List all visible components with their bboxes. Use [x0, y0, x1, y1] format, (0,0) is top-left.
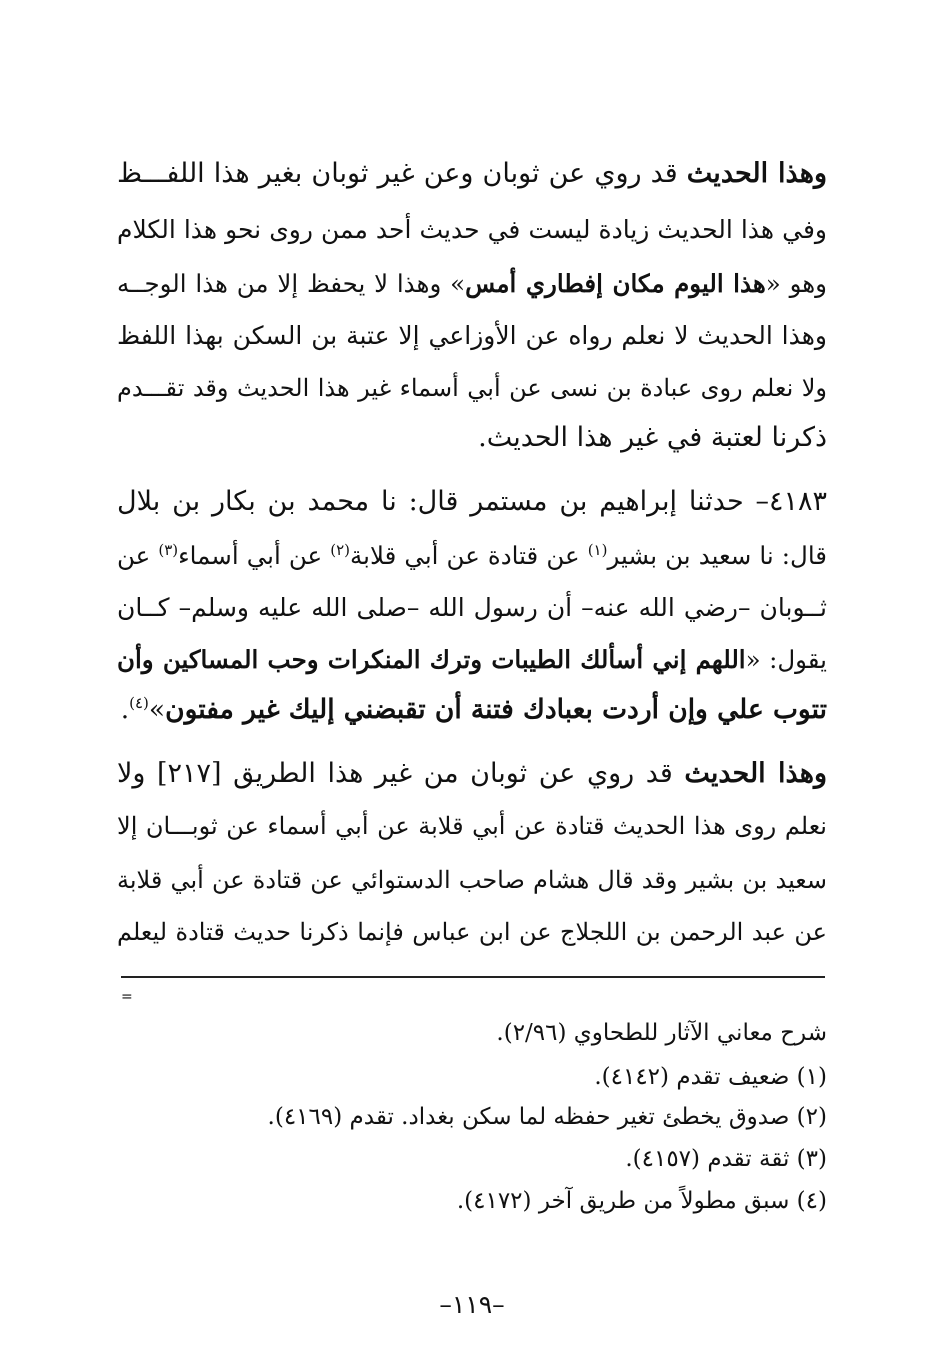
paragraph-1-line-4: وهذا الحديث لا نعلم رواه عن الأوزاعي إلا عتبة بن السكن بهذا اللفظ	[117, 321, 827, 350]
hadith-line-1: ٤١٨٣– حدثنا إبراهيم بن مستمر قال: نا محمد بن بكار بن بلال	[117, 486, 827, 517]
paragraph-1-line-3: وهو «هذا اليوم مكان إفطاري أمس» وهذا لا يحفظ إلا من هذا الوجــه	[117, 269, 827, 298]
prayer-text: اللهم إني أسألك الطيبات وترك المنكرات وحب المساكين وأن	[117, 645, 746, 674]
paragraph-2-line-2: نعلم روى هذا الحديث قتادة عن أبي قلابة عن أبي أسماء عن ثوبـــان إلا	[117, 812, 827, 840]
page-number: –١١٩–	[439, 1290, 505, 1319]
footnote-3: (٣) ثقة تقدم (٤١٥٧).	[625, 1146, 827, 1172]
footnote-4: (٤) سبق مطولاً من طريق آخر (٤١٧٢).	[456, 1188, 827, 1214]
footnote-separator	[121, 976, 825, 978]
continuation-marker: =	[121, 989, 133, 1005]
footnote-2: (٢) صدوق يخطئ تغير حفظه لما سكن بغداد. تقدم (٤١٦٩).	[267, 1104, 827, 1130]
footnote-ref-3: (٣)	[158, 540, 179, 559]
footnote-ref-4: (٤)	[129, 694, 149, 713]
paragraph-2-line-3: سعيد بن بشير وقد قال هشام صاحب الدستوائي عن قتادة عن أبي قلابة	[117, 866, 827, 894]
hadith-line-5: تتوب علي وإن أردت بعبادك فتنة أن تقبضني إليك غير مفتون»$^{(٤)}$.	[120, 694, 827, 725]
footnote-1: (١) ضعيف تقدم (٤١٤٢).	[594, 1064, 827, 1090]
quoted-text: هذا اليوم مكان إفطاري أمس	[465, 269, 766, 298]
prayer-text-end: تتوب علي وإن أردت بعبادك فتنة أن تقبضني إليك غير مفتون	[165, 694, 827, 725]
hadith-label: وهذا الحديث	[684, 758, 827, 789]
footnote-ref-2: (٢)	[330, 540, 351, 559]
hadith-line-4: يقول: «اللهم إني أسألك الطيبات وترك المنكرات وحب المساكين وأن	[117, 645, 827, 674]
paragraph-1-line-1: وهذا الحديث قد روي عن ثوبان وعن غير ثوبان بغير هذا اللفـــظ	[117, 158, 827, 189]
footnote-continued: شرح معاني الآثار للطحاوي (٢/٩٦).	[496, 1020, 827, 1046]
paragraph-2-line-4: عن عبد الرحمن بن اللجلاج عن ابن عباس فإنما ذكرنا حديث قتادة ليعلم	[117, 918, 827, 946]
hadith-label: وهذا الحديث	[686, 158, 827, 189]
hadith-line-2: قال: نا سعيد بن بشير$^{(١)}$ عن قتادة عن أبي قلابة$^{(٢)}$ عن أبي أسماء$^{(٣)}$ عن	[117, 540, 828, 570]
hadith-line-3: ثــوبان –رضي الله عنه– أن رسول الله –صلى الله عليه وسلم– كــان	[117, 593, 827, 622]
paragraph-1-line-6: ذكرنا لعتبة في غير هذا الحديث.	[478, 422, 827, 453]
footnote-ref-1: (١)	[587, 540, 608, 559]
paragraph-2-line-1: وهذا الحديث قد روي عن ثوبان من غير هذا الطريق [٢١٧] ولا	[117, 758, 827, 789]
paragraph-1-line-5: ولا نعلم روى عبادة بن نسى عن أبي أسماء غير هذا الحديث وقد تقـــدم	[117, 374, 827, 402]
paragraph-1-line-2: وفي هذا الحديث زيادة ليست في حديث أحد ممن روى نحو هذا الكلام	[117, 215, 827, 244]
